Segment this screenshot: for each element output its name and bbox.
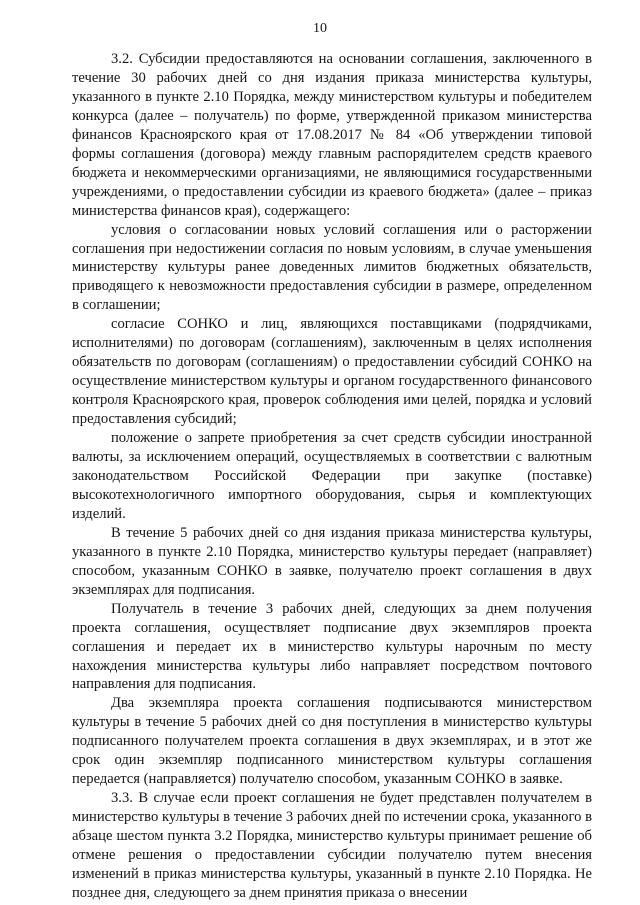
paragraph-currency-prohibition: положение о запрете приобретения за счет средств субсидии иностранной валюты, за исключением операций, осуществляемых в соответствии с валютным законодательством Российской Федерации при закупке (поставке) высокотехнологичного импортного оборудования, сырья и комплектующих изделий.: [72, 430, 592, 522]
document-body: [72, 50, 592, 903]
paragraph-3-3: 3.3. В случае если проект соглашения не будет представлен получателем в министерство культуры в течение 3 рабочих дней по истечении срока, указанного в абзаце шестом пункта 3.2 Порядка, министерство культуры принимает решение об отмене решения о предоставлении субсидии получателю путем внесения изменений в приказ министерства культуры, указанный в пункте 2.10 Порядка. Не позднее дня, следующего за днем принятия приказа о внесении: [72, 790, 592, 901]
paragraph-condition-renegotiation: условия о согласовании новых условий соглашения или о расторжении соглашения при недостижении согласия по новым условиям, в случае уменьшения министерству культуры ранее доведенных лимитов бюджетных обязательств, приводящего к невозможности предоставления субсидии в размере, определенном в соглашении;: [72, 221, 592, 314]
paragraph-3-2-intro: 3.2. Субсидии предоставляются на основании соглашения, заключенного в течение 30 рабочих дней со дня издания приказа министерства культуры, указанного в пункте 2.10 Порядка, между министерством культуры и победителем конкурса (далее – получатель) по форме, утвержденной приказом министерства финансов Красноярского края от 17.08.2017 № 84 «Об утверждении типовой формы соглашения (договора) между главным распорядителем средств краевого бюджета и некоммерческими организациями, не являющимися государственными учреждениями, о предоставлении субсидии из краевого бюджета» (далее – приказ министерства финансов края), содержащего:: [72, 51, 592, 219]
page-number: 10: [313, 21, 327, 36]
paragraph-draft-transmission: В течение 5 рабочих дней со дня издания приказа министерства культуры, указанного в пункте 2.10 Порядка, министерство культуры передает (направляет) способом, указанным СОНКО в заявке, получателю проект соглашения в двух экземплярах для подписания.: [72, 524, 592, 598]
paragraph-ministry-signing: Два экземпляра проекта соглашения подписываются министерством культуры в течение 5 рабочих дней со дня поступления в министерство культуры подписанного получателем проекта соглашения в двух экземплярах, и в этот же срок один экземпляр подписанного министерством культуры соглашения передается (направляется) получателю способом, указанным СОНКО в заявке.: [72, 695, 592, 788]
paragraph-recipient-signing: Получатель в течение 3 рабочих дней, следующих за днем получения проекта соглашения, осуществляет подписание двух экземпляров проекта соглашения и передает их в министерство культуры нарочным по месту нахождения министерства культуры либо направляет посредством почтового направления для подписания.: [72, 600, 592, 693]
paragraph-consent-to-audits: согласие СОНКО и лиц, являющихся поставщиками (подрядчиками, исполнителями) по договорам (соглашениям), заключенным в целях исполнения обязательств по договорам (соглашениям) о предоставлении субсидий СОНКО на осуществление министерством культуры и органом государственного финансового контроля Красноярского края, проверок соблюдения ими целей, порядка и условий предоставления субсидий;: [72, 316, 592, 428]
